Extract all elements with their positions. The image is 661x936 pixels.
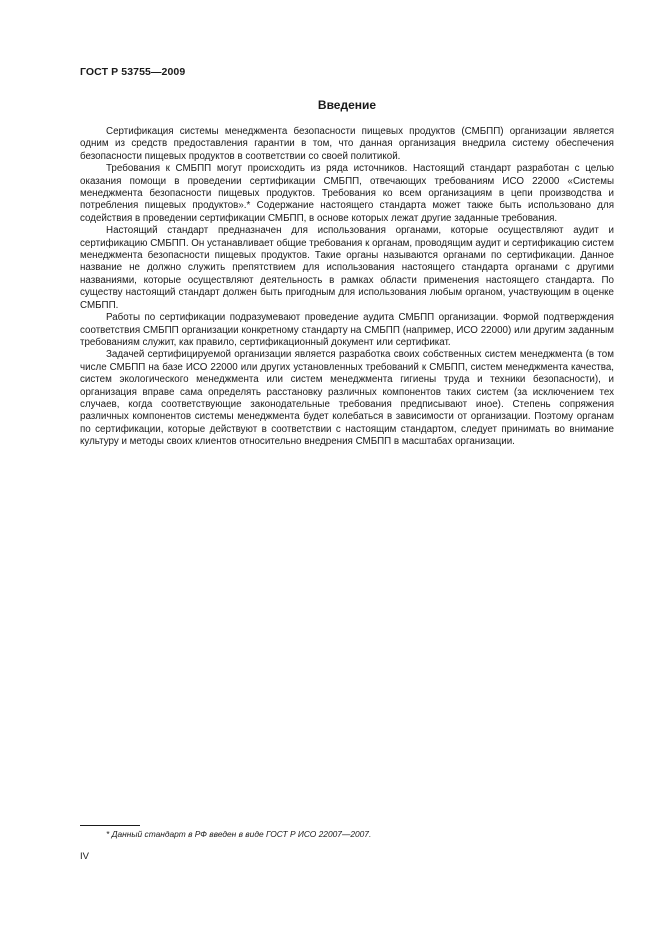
paragraph: Требования к СМБПП могут происходить из ряда источников. Настоящий стандарт разработан с целью оказания помощи в проведении сертификации СМБПП, отвечающих требованиям ИСО 22000 «Системы менеджмента безопасности пищевых продуктов. Требования ко всем организациям в цепи производства и потребления пищевых продуктов».* Содержание настоящего стандарта может также быть использовано для содействия в проведении сертификации СМБПП, в основе которых лежат другие заданные требования. — [80, 163, 614, 224]
paragraph: Задачей сертифицируемой организации является разработка своих собственных систем менеджмента (в том числе СМБПП на базе ИСО 22000 или других установленных требований к СМБПП, систем менеджмента качества, систем экологического менеджмента или систем менеджмента гигиены труда и техники безопасности), и организация вправе сама определять расстановку различных компонентов таких систем (за исключением тех случаев, когда соответствующие законодательные требования предписывают иное). Степень сопряжения различных компонентов системы менеджмента будет колебаться в зависимости от организации. Поэтому органам по сертификации, которые действуют в соответствии с настоящим стандартом, следует принимать во внимание культуру и методы своих клиентов относительно внедрения СМБПП в масштабах организации. — [80, 349, 614, 448]
footnote: * Данный стандарт в РФ введен в виде ГОСТ Р ИСО 22007—2007. — [106, 829, 372, 839]
document-code-header: ГОСТ Р 53755—2009 — [80, 66, 186, 78]
paragraph: Работы по сертификации подразумевают проведение аудита СМБПП организации. Формой подтверждения соответствия СМБПП организации конкретному стандарту на СМБПП (например, ИСО 22000) или другим заданным требованиям служит, как правило, сертификационный документ или сертификат. — [80, 312, 614, 348]
paragraph: Сертификация системы менеджмента безопасности пищевых продуктов (СМБПП) организации является одним из средств предоставления гарантии в том, что данная организация внедрила систему обеспечения безопасности пищевых продуктов в соответствии со своей политикой. — [80, 126, 614, 162]
section-title: Введение — [317, 98, 377, 112]
body-text — [80, 126, 614, 449]
paragraph: Настоящий стандарт предназначен для использования органами, которые осуществляют аудит и сертификацию СМБПП. Он устанавливает общие требования к органам, проводящим аудит и сертификацию систем менеджмента безопасности пищевых продуктов. Такие органы называются органами по сертификации. Данное название не должно служить препятствием для использования настоящего стандарта органами с другими названиями, которые осуществляют деятельность в рамках области применения настоящего стандарта. По существу настоящий стандарт должен быть пригодным для использования любым органом, участвующим в оценке СМБПП. — [80, 225, 614, 311]
footnote-divider — [80, 825, 140, 826]
page-number: IV — [80, 851, 89, 862]
